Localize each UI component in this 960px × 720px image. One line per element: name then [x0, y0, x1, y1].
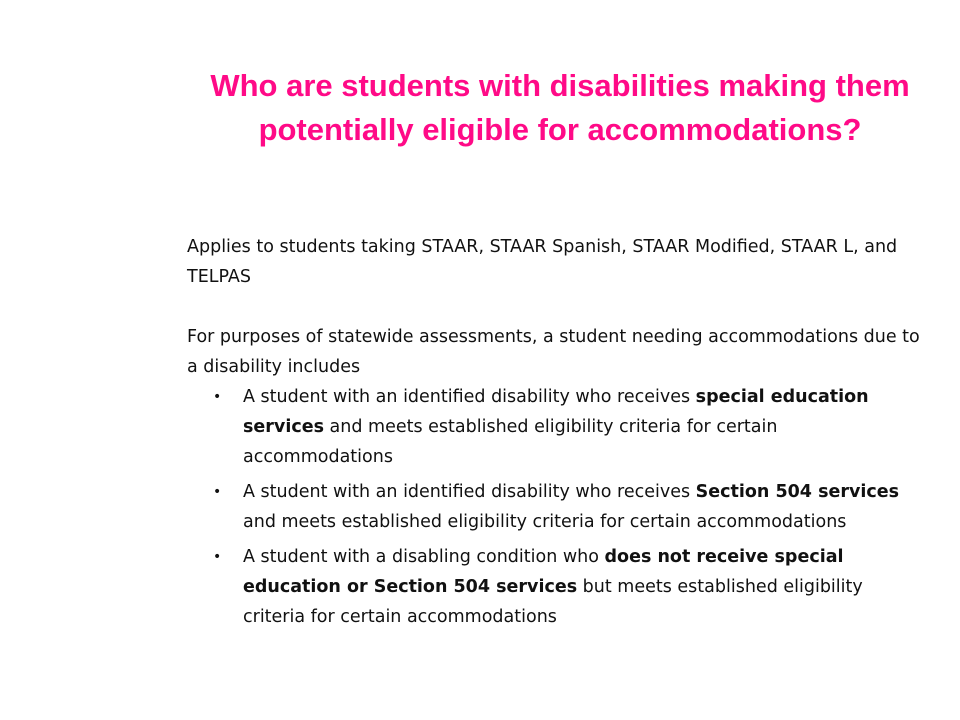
bullet-text: A student with an identified disability who receives — [243, 387, 696, 407]
list-item — [187, 382, 927, 472]
bullet-emphasis: Section 504 services — [695, 482, 900, 502]
bullet-list — [187, 382, 927, 632]
slide-title: Who are students with disabilities making them potentially eligible for accommodations? — [210, 68, 910, 147]
intro-paragraph: Applies to students taking STAAR, STAAR Spanish, STAAR Modified, STAAR L, and TELPAS — [187, 237, 898, 287]
lead-paragraph: For purposes of statewide assessments, a student needing accommodations due to a disability includes — [187, 327, 920, 377]
bullet-text: but meets established eligibility criteria for certain accommodations — [243, 577, 863, 627]
bullet-text: and meets established eligibility criteria for certain accommodations — [243, 512, 847, 532]
bullet-icon: • — [213, 389, 222, 405]
bullet-emphasis: does not receive special education or Section 504 services — [243, 547, 844, 597]
bullet-emphasis: special education services — [243, 387, 869, 437]
bullet-text: and meets established eligibility criteria for certain accommodations — [243, 417, 778, 467]
bullet-text: A student with a disabling condition who — [243, 547, 605, 567]
slide-body — [187, 232, 927, 632]
bullet-icon: • — [213, 549, 222, 565]
bullet-icon: • — [213, 484, 222, 500]
list-item — [187, 542, 927, 632]
list-item — [187, 477, 927, 537]
bullet-text: A student with an identified disability who receives — [243, 482, 696, 502]
